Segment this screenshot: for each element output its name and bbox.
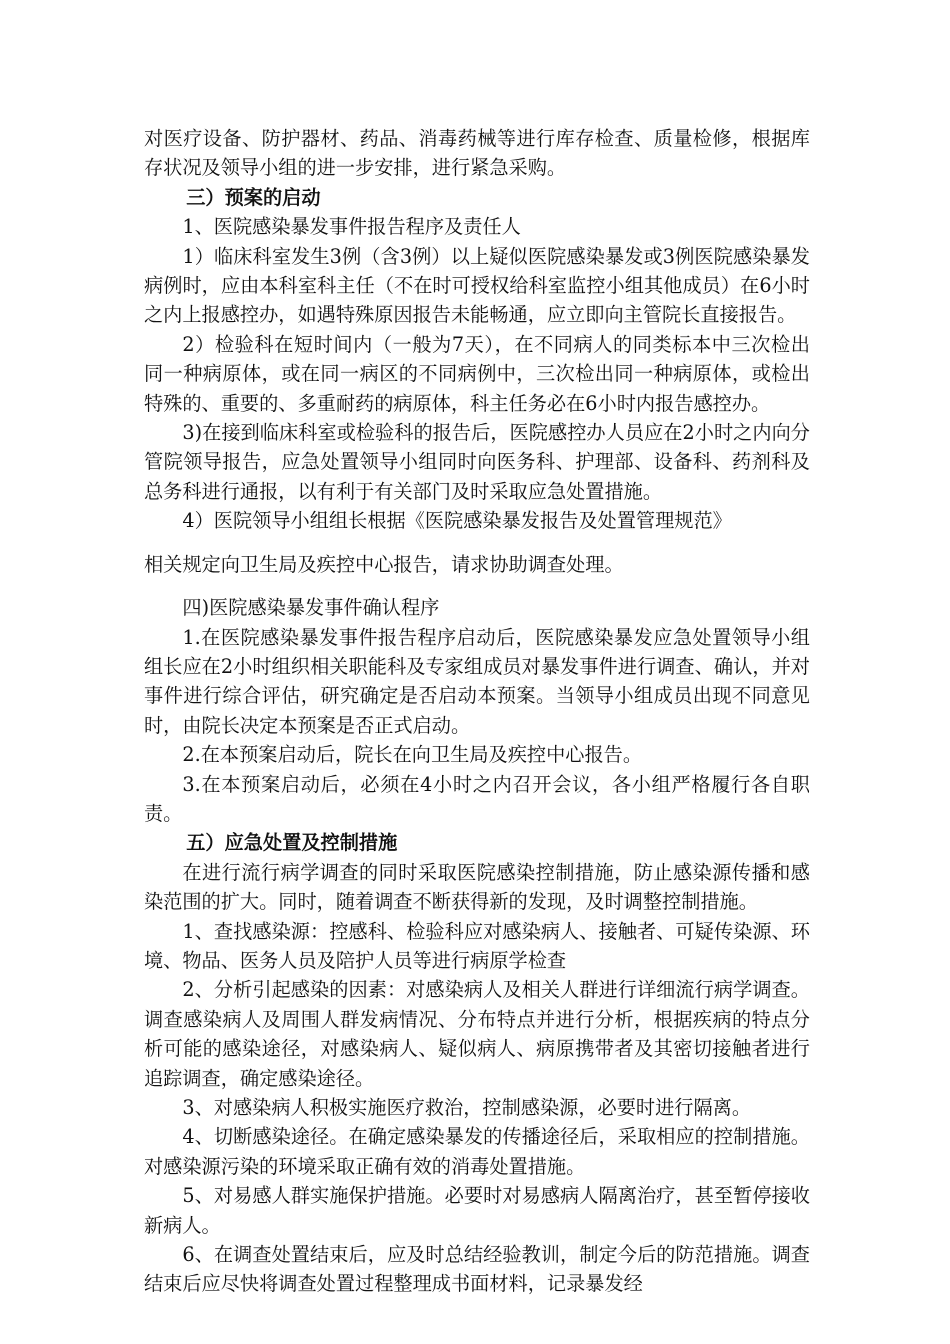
paragraph-clinical-report: 1）临床科室发生3例（含3例）以上疑似医院感染暴发或3例医院感染暴发病例时，应由本科室科主任（不在时可授权给科室监控小组其他成员）在6小时之内上报感控办，如遇特殊原因报告未能畅通，应立即向主管院长直接报告。: [144, 244, 810, 327]
paragraph-leader-report-continued: 相关规定向卫生局及疾控中心报告，请求协助调查处理。: [144, 552, 624, 576]
paragraph-measures-intro: 在进行流行病学调查的同时采取医院感染控制措施，防止感染源传播和感染范围的扩大。同时，随着调查不断获得新的发现，及时调整控制措施。: [144, 860, 810, 914]
paragraph-measure-6: 6、在调查处置结束后，应及时总结经验教训，制定今后的防范措施。调查结束后应尽快将调查处置过程整理成书面材料，记录暴发经: [144, 1243, 810, 1296]
paragraph-procurement: 对医疗设备、防护器材、药品、消毒药械等进行库存检查、质量检修，根据库存状况及领导小组的进一步安排，进行紧急采购。: [144, 127, 810, 180]
paragraph-lab-report: 2）检验科在短时间内（一般为7天），在不同病人的同类标本中三次检出同一种病原体，或在同一病区的不同病例中，三次检出同一种病原体，或检出特殊的、重要的、多重耐药的病原体，科主任务必在6小时内报告感控办。: [144, 332, 810, 415]
paragraph-confirmation-3: 3.在本预案启动后，必须在4小时之内召开会议，各小组严格履行各自职责。: [144, 772, 810, 825]
paragraph-measure-1: 1、查找感染源：控感科、检验科应对感染病人、接触者、可疑传染源、环境、物品、医务人员及陪护人员等进行病原学检查: [144, 919, 810, 972]
paragraph-infection-office-report: 3)在接到临床科室或检验科的报告后，医院感控办人员应在2小时之内向分管院领导报告，应急处置领导小组同时向医务科、护理部、设备科、药剂科及总务科进行通报，以有利于有关部门及时采取应急处置措施。: [144, 421, 810, 503]
section-heading-plan-activation: 三）预案的启动: [186, 185, 321, 209]
paragraph-leader-report: 4）医院领导小组组长根据《医院感染暴发报告及处置管理规范》: [182, 509, 732, 533]
paragraph-measure-4: 4、切断感染途径。在确定感染暴发的传播途径后，采取相应的控制措施。对感染源污染的环境采取正确有效的消毒处置措施。: [144, 1125, 810, 1178]
paragraph-measure-2: 2、分析引起感染的因素：对感染病人及相关人群进行详细流行病学调查。调查感染病人及周围人群发病情况、分布特点并进行分析，根据疾病的特点分析可能的感染途径，对感染病人、疑似病人、病原携带者及其密切接触者进行追踪调查，确定感染途径。: [144, 978, 810, 1090]
section-heading-confirmation: 四)医院感染暴发事件确认程序: [182, 596, 440, 620]
paragraph-measure-3: 3、对感染病人积极实施医疗救治，控制感染源，必要时进行隔离。: [182, 1096, 752, 1119]
paragraph-confirmation-2: 2.在本预案启动后，院长在向卫生局及疾控中心报告。: [182, 743, 643, 767]
document-page: [144, 124, 810, 1299]
paragraph-confirmation-1: 1.在医院感染暴发事件报告程序启动后，医院感染暴发应急处置领导小组组长应在2小时组织相关职能科及专家组成员对暴发事件进行调查、确认，并对事件进行综合评估，研究确定是否启动本预案。当领导小组成员出现不同意见时，由院长决定本预案是否正式启动。: [144, 625, 810, 737]
section-heading-emergency-measures: 五）应急处置及控制措施: [186, 831, 398, 855]
paragraph-measure-5: 5、对易感人群实施保护措施。必要时对易感病人隔离治疗，甚至暂停接收新病人。: [144, 1184, 810, 1237]
paragraph-report-procedure: 1、医院感染暴发事件报告程序及责任人: [182, 215, 521, 239]
